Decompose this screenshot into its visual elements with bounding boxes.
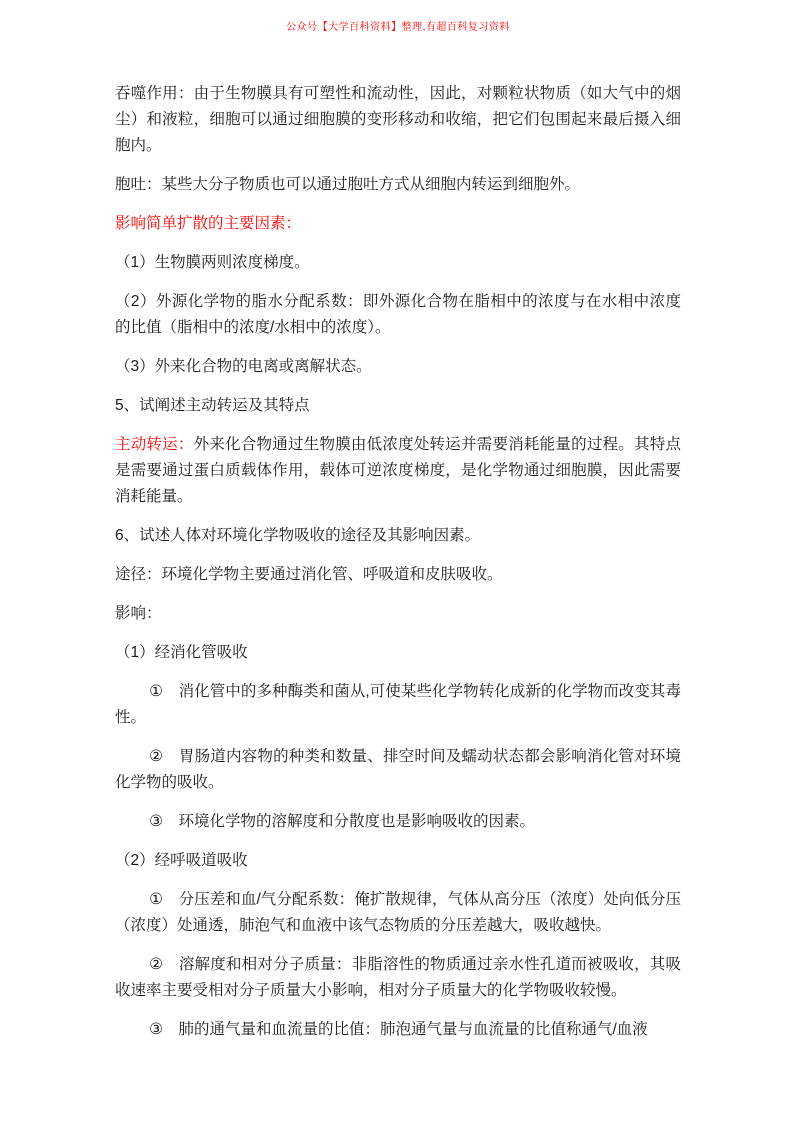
- paragraph-digestive-item-2: ② 胃肠道内容物的种类和数量、排空时间及蠕动状态都会影响消化管对环境化学物的吸收。: [115, 748, 681, 791]
- heading-simple-diffusion-factors: 影响简单扩散的主要因素：: [115, 215, 302, 232]
- paragraph-digestive-item-1: ① 消化管中的多种酶类和菌从,可使某些化学物转化成新的化学物而改变其毒性。: [115, 683, 681, 726]
- heading-question-5: 5、试阐述主动转运及其特点: [115, 397, 310, 414]
- heading-digestive-absorption: （1）经消化管吸收: [115, 644, 248, 661]
- paragraph-active-transport: [115, 432, 681, 510]
- paragraph-respiratory-item-2: ② 溶解度和相对分子质量：非脂溶性的物质通过亲水性孔道而被吸收，其吸收速率主要受相对分子质量大小影响，相对分子质量大的化学物吸收较慢。: [115, 956, 681, 999]
- paragraph-influence-label: 影响：: [115, 605, 162, 622]
- page-header-notice: 公众号【大学百科资料】整理,有超百科复习资料: [286, 22, 510, 33]
- heading-respiratory-absorption: （2）经呼吸道吸收: [115, 852, 248, 869]
- paragraph-exocytosis: 胞吐：某些大分子物质也可以通过胞吐方式从细胞内转运到细胞外。: [115, 176, 581, 193]
- paragraph-factor-2: （2）外源化学物的脂水分配系数：即外源化合物在脂相中的浓度与在水相中浓度的比值（脂相中的浓度/水相中的浓度）。: [115, 293, 681, 336]
- document-body: [115, 81, 681, 1043]
- paragraph-respiratory-item-1: ① 分压差和血/气分配系数：俺扩散规律，气体从高分压（浓度）处向低分压（浓度）处通透，肺泡气和血液中该气态物质的分压差越大，吸收越快。: [115, 891, 681, 934]
- paragraph-respiratory-item-3: ③ 肺的通气量和血流量的比值：肺泡通气量与血流量的比值称通气/血液: [149, 1021, 648, 1038]
- paragraph-digestive-item-3: ③ 环境化学物的溶解度和分散度也是影响吸收的因素。: [149, 813, 535, 830]
- paragraph-routes: 途径：环境化学物主要通过消化管、呼吸道和皮肤吸收。: [115, 566, 503, 583]
- active-transport-term: 主动转运：: [115, 436, 194, 453]
- heading-question-6: 6、试述人体对环境化学物吸收的途径及其影响因素。: [115, 527, 481, 544]
- paragraph-phagocytosis: 吞噬作用：由于生物膜具有可塑性和流动性，因此，对颗粒状物质（如大气中的烟尘）和液粒，细胞可以通过细胞膜的变形移动和收缩，把它们包围起来最后摄入细胞内。: [115, 85, 681, 154]
- active-transport-definition: 外来化合物通过生物膜由低浓度处转运并需要消耗能量的过程。其特点是需要通过蛋白质载体作用，载体可逆浓度梯度，是化学物通过细胞膜，因此需要消耗能量。: [115, 436, 681, 505]
- paragraph-factor-1: （1）生物膜两则浓度梯度。: [115, 254, 310, 271]
- paragraph-factor-3: （3）外来化合物的电离或离解状态。: [115, 358, 372, 375]
